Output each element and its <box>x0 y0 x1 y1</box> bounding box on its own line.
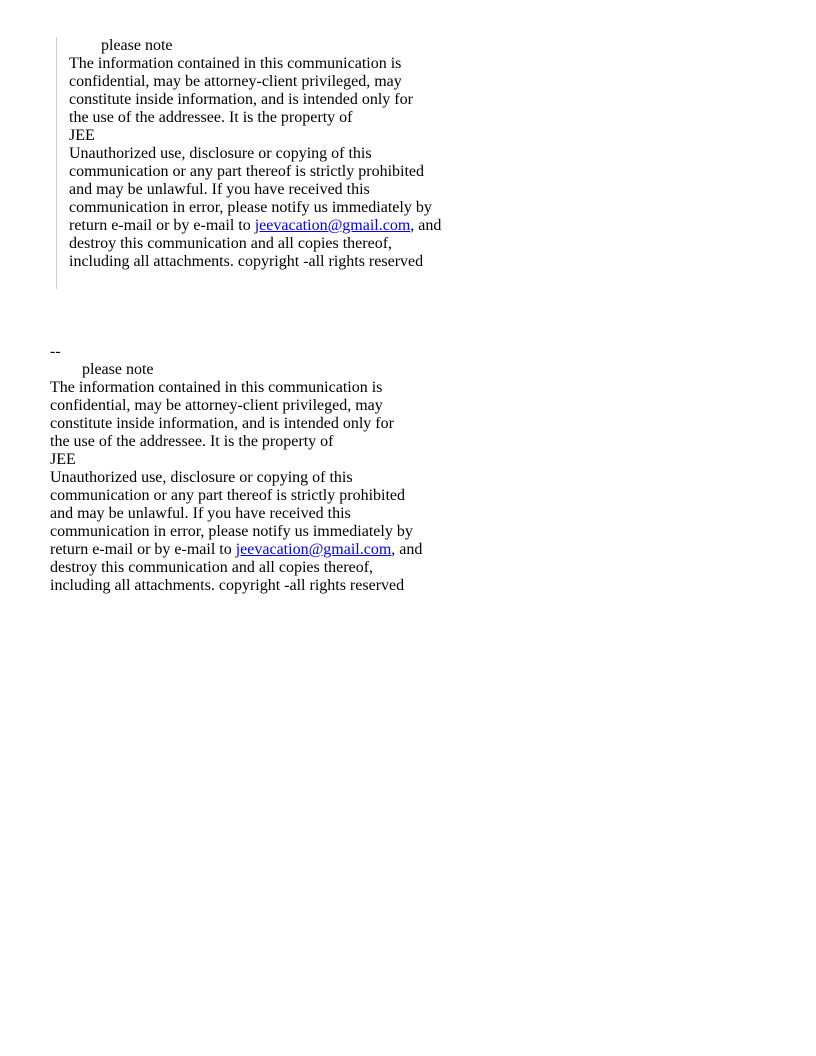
quoted-disclaimer-line: destroy this communication and all copies thereof, <box>69 235 393 252</box>
signature-disclaimer-line: communication in error, please notify us immediately by <box>50 523 413 540</box>
email-line-suffix: , and <box>410 217 442 234</box>
signature-disclaimer-line: JEE <box>50 451 76 468</box>
quoted-disclaimer-email-line <box>69 217 441 235</box>
signature-disclaimer-line: destroy this communication and all copies thereof, <box>50 559 374 576</box>
quoted-disclaimer-line: Unauthorized use, disclosure or copying of this <box>69 145 372 162</box>
quoted-disclaimer-line: including all attachments. copyright -all rights reserved <box>69 253 424 270</box>
signature-disclaimer-line: communication or any part thereof is strictly prohibited <box>50 487 406 504</box>
email-link[interactable]: jeevacation@gmail.com <box>235 541 392 558</box>
quoted-disclaimer-block <box>56 37 497 289</box>
signature-disclaimer-line: and may be unlawful. If you have received this <box>50 505 351 522</box>
signature-disclaimer-block <box>50 343 422 595</box>
quoted-disclaimer-line: confidential, may be attorney-client privileged, may <box>69 73 402 90</box>
signature-disclaimer-line: confidential, may be attorney-client privileged, may <box>50 397 383 414</box>
quoted-disclaimer-line: and may be unlawful. If you have received this <box>69 181 370 198</box>
signature-disclaimer-heading: please note <box>82 361 154 378</box>
quoted-disclaimer-line: communication in error, please notify us immediately by <box>69 199 432 216</box>
quoted-disclaimer-line: JEE <box>69 127 95 144</box>
signature-disclaimer-line: including all attachments. copyright -all rights reserved <box>50 577 405 594</box>
quoted-disclaimer-line: communication or any part thereof is strictly prohibited <box>69 163 425 180</box>
signature-disclaimer-line: Unauthorized use, disclosure or copying of this <box>50 469 353 486</box>
signature-disclaimer-line: The information contained in this communication is <box>50 379 383 396</box>
signature-disclaimer-line: constitute inside information, and is intended only for <box>50 415 394 432</box>
quoted-disclaimer-heading: please note <box>101 37 173 54</box>
email-link[interactable]: jeevacation@gmail.com <box>254 217 411 234</box>
quoted-disclaimer-line: constitute inside information, and is intended only for <box>69 91 413 108</box>
email-line-prefix: return e-mail or by e-mail to <box>69 217 255 234</box>
signature-disclaimer-line: the use of the addressee. It is the property of <box>50 433 334 450</box>
signature-disclaimer-email-line <box>50 541 422 559</box>
quoted-disclaimer-line: The information contained in this communication is <box>69 55 402 72</box>
signature-separator: -- <box>50 343 61 360</box>
email-line-suffix: , and <box>391 541 423 558</box>
quoted-disclaimer-line: the use of the addressee. It is the property of <box>69 109 353 126</box>
quoted-disclaimer-content <box>69 37 441 271</box>
email-line-prefix: return e-mail or by e-mail to <box>50 541 236 558</box>
